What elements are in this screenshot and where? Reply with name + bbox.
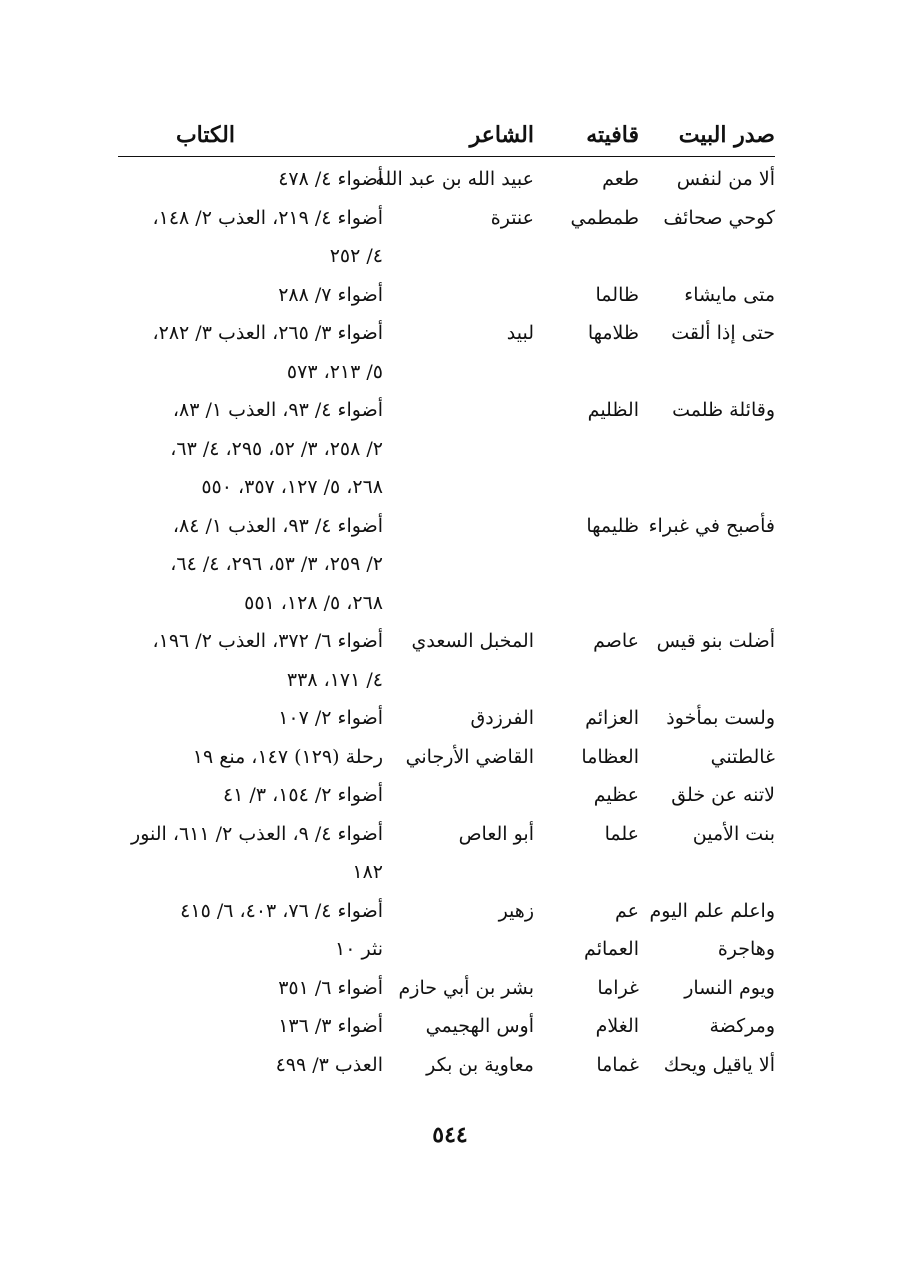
table-body xyxy=(118,160,775,1084)
cell-verse-start: حتى إذا ألقت xyxy=(671,322,775,344)
header-verse-start: صدر البيت xyxy=(678,122,775,148)
table-row xyxy=(118,314,775,353)
table-row xyxy=(118,622,775,661)
cell-book-ref: أضواء ٤/ ٧٦، ٤٠٣، ٦/ ٤١٥ xyxy=(180,899,383,922)
table-row xyxy=(118,699,775,738)
cell-book-ref: رحلة (١٢٩) ١٤٧، منع ١٩ xyxy=(192,745,383,768)
table-header xyxy=(118,117,775,153)
table-row xyxy=(118,353,775,392)
table-row xyxy=(118,199,775,238)
cell-poet: الفرزدق xyxy=(470,707,534,729)
table-row xyxy=(118,969,775,1008)
cell-verse-start: ويوم النسار xyxy=(684,976,775,999)
table-row xyxy=(118,853,775,892)
table-row xyxy=(118,661,775,700)
cell-verse-start: بنت الأمين xyxy=(692,822,775,845)
cell-poet: أوس الهجيمي xyxy=(425,1015,534,1037)
cell-book-ref: أضواء ٧/ ٢٨٨ xyxy=(278,283,383,306)
cell-rhyme: غراما xyxy=(597,976,639,999)
cell-book-ref: أضواء ٣/ ١٣٦ xyxy=(278,1015,383,1037)
cell-rhyme: ظليمها xyxy=(586,514,639,537)
cell-rhyme: الظليم xyxy=(587,399,639,421)
cell-poet: بشر بن أبي حازم xyxy=(398,976,534,999)
table-row xyxy=(118,545,775,584)
cell-book-ref: ٥/ ٢١٣، ٥٧٣ xyxy=(286,360,383,383)
cell-poet: القاضي الأرجاني xyxy=(405,745,534,768)
cell-book-ref: أضواء ٤/ ٢١٩، العذب ٢/ ١٤٨، xyxy=(152,206,383,229)
table-row xyxy=(118,468,775,507)
cell-book-ref: أضواء ٤/ ٤٧٨ xyxy=(278,168,383,190)
cell-book-ref: ٢/ ٢٥٩، ٣/ ٥٣، ٢٩٦، ٤/ ٦٤، xyxy=(170,553,383,575)
cell-rhyme: عظيم xyxy=(593,784,639,806)
cell-poet: زهير xyxy=(498,899,534,922)
page-number: ٥٤٤ xyxy=(432,1122,468,1148)
cell-book-ref: أضواء ٢/ ١٠٧ xyxy=(278,707,383,729)
cell-rhyme: ظلامها xyxy=(587,322,639,344)
cell-verse-start: ولست بمأخوذ xyxy=(666,707,775,729)
cell-verse-start: ألا ياقيل ويحك xyxy=(663,1053,775,1076)
cell-rhyme: عاصم xyxy=(593,630,639,652)
cell-book-ref: ٢٦٨، ٥/ ١٢٨، ٥٥١ xyxy=(244,591,383,614)
table-row xyxy=(118,776,775,815)
cell-verse-start: ألا من لنفس xyxy=(676,168,775,190)
header-poet: الشاعر xyxy=(469,122,534,148)
cell-verse-start: أضلت بنو قيس xyxy=(656,630,775,652)
cell-poet: المخبل السعدي xyxy=(411,630,534,652)
cell-rhyme: العزائم xyxy=(585,707,639,729)
cell-book-ref: نثر ١٠ xyxy=(335,938,383,960)
table-row xyxy=(118,507,775,546)
cell-rhyme: العظاما xyxy=(581,745,639,768)
cell-verse-start: ومركضة xyxy=(709,1015,775,1037)
header-divider xyxy=(118,156,775,157)
cell-rhyme: غماما xyxy=(596,1053,639,1076)
cell-verse-start: غالطتني xyxy=(710,745,775,768)
cell-book-ref: ١٨٢ xyxy=(352,861,383,883)
cell-rhyme: ظالما xyxy=(595,283,639,306)
table-row xyxy=(118,1046,775,1085)
table-row xyxy=(118,738,775,777)
cell-book-ref: العذب ٣/ ٤٩٩ xyxy=(275,1053,383,1076)
cell-rhyme: عم xyxy=(615,899,639,922)
table-row xyxy=(118,276,775,315)
cell-rhyme: علما xyxy=(604,822,639,845)
cell-book-ref: أضواء ٣/ ٢٦٥، العذب ٣/ ٢٨٢، xyxy=(152,322,383,344)
cell-book-ref: أضواء ٤/ ٩٣، العذب ١/ ٨٣، xyxy=(172,399,383,421)
cell-book-ref: أضواء ٤/ ٩٣، العذب ١/ ٨٤، xyxy=(172,514,383,537)
table-row xyxy=(118,430,775,469)
cell-book-ref: أضواء ٦/ ٣٧٢، العذب ٢/ ١٩٦، xyxy=(152,630,383,652)
cell-rhyme: العمائم xyxy=(584,938,639,960)
cell-verse-start: كوحي صحائف xyxy=(663,206,775,229)
table-row xyxy=(118,892,775,931)
table-row xyxy=(118,930,775,969)
cell-rhyme: طمطمي xyxy=(570,206,639,229)
cell-verse-start: فأصبح في غبراء xyxy=(648,514,775,537)
table-row xyxy=(118,160,775,199)
cell-book-ref: أضواء ٦/ ٣٥١ xyxy=(278,976,383,999)
header-book: الكتاب xyxy=(175,122,235,148)
cell-poet: معاوية بن بكر xyxy=(426,1053,534,1076)
cell-poet: عبيد الله بن عبد الله xyxy=(375,168,534,190)
cell-book-ref: ٢/ ٢٥٨، ٣/ ٥٢، ٢٩٥، ٤/ ٦٣، xyxy=(170,437,383,460)
cell-verse-start: واعلم علم اليوم xyxy=(649,899,775,922)
cell-poet: عنترة xyxy=(490,206,534,229)
cell-rhyme: طعم xyxy=(602,168,639,190)
cell-book-ref: ٢٦٨، ٥/ ١٢٧، ٣٥٧، ٥٥٠ xyxy=(201,476,383,498)
cell-book-ref: أضواء ٤/ ٩، العذب ٢/ ٦١١، النور xyxy=(131,822,383,845)
table-row xyxy=(118,815,775,854)
cell-verse-start: وقائلة ظلمت xyxy=(672,399,775,421)
table-row xyxy=(118,237,775,276)
table-row xyxy=(118,1007,775,1046)
cell-poet: لبيد xyxy=(506,322,534,344)
cell-book-ref: ٤/ ٢٥٢ xyxy=(329,245,383,267)
table-row xyxy=(118,391,775,430)
cell-verse-start: لاتنه عن خلق xyxy=(671,784,775,806)
cell-book-ref: ٤/ ١٧١، ٣٣٨ xyxy=(286,668,383,691)
cell-verse-start: وهاجرة xyxy=(717,938,775,960)
table-row xyxy=(118,584,775,623)
cell-rhyme: الغلام xyxy=(595,1015,639,1037)
cell-poet: أبو العاص xyxy=(458,822,534,845)
cell-verse-start: متى مايشاء xyxy=(684,283,775,306)
cell-book-ref: أضواء ٢/ ١٥٤، ٣/ ٤١ xyxy=(222,784,383,806)
header-rhyme: قافيته xyxy=(586,122,639,148)
